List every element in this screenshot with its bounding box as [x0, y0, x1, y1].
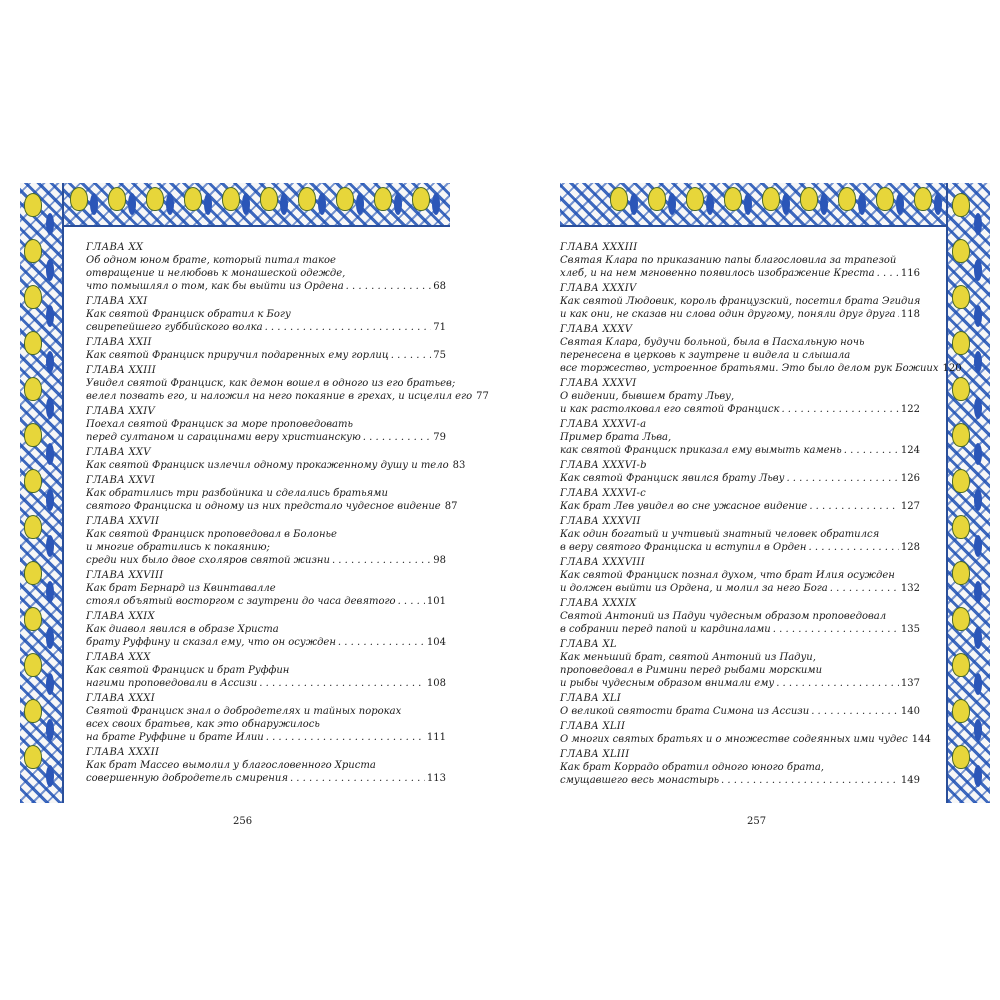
- flower-ornament: [24, 515, 42, 539]
- chapter-title-line: Поехал святой Франциск за море проповедовать: [86, 419, 353, 430]
- flower-ornament: [24, 653, 42, 677]
- leaf-ornament: [90, 193, 98, 215]
- flower-ornament: [952, 699, 970, 723]
- chapter-title-line: в собрании перед папой и кардиналами . . . 135: [560, 623, 920, 636]
- chapter-heading: ГЛАВА XXXVII: [560, 516, 641, 527]
- page-reference: 120: [942, 363, 962, 374]
- chapter-title-line: Об одном юном брате, который питал такое: [86, 255, 336, 266]
- toc-entry: [86, 241, 446, 293]
- page-reference: 111: [426, 732, 446, 743]
- chapter-title-line: Увидел святой Франциск, как демон вошел в одного из его братьев;: [86, 378, 456, 389]
- flower-ornament: [952, 423, 970, 447]
- chapter-title-line: Святая Клара, будучи больной, была в Пасхальную ночь: [560, 337, 865, 348]
- toc-entry: [560, 241, 920, 280]
- flower-ornament: [24, 745, 42, 769]
- leaf-ornament: [46, 351, 54, 373]
- flower-ornament: [24, 423, 42, 447]
- chapter-title-line: на брате Руффине и брате Илии . . . 111: [86, 731, 446, 744]
- chapter-title-line: отвращение и нелюбовь к монашеской одежде,: [86, 268, 346, 279]
- chapter-title-line: перед султаном и сарацинами веру христианскую . . . 79: [86, 431, 446, 444]
- toc-entry: [560, 638, 920, 690]
- toc-entry: [560, 748, 920, 787]
- dot-leader: [898, 308, 899, 321]
- leaf-ornament: [744, 193, 752, 215]
- toc-entry: [560, 459, 920, 485]
- chapter-heading: ГЛАВА XXIX: [86, 611, 155, 622]
- dot-leader: [781, 403, 898, 416]
- page-reference: 126: [900, 473, 920, 484]
- flower-ornament: [374, 187, 392, 211]
- dot-leader: [830, 582, 899, 595]
- chapter-heading: ГЛАВА XXII: [86, 337, 152, 348]
- leaf-ornament: [318, 193, 326, 215]
- chapter-heading: ГЛАВА XXXVI-c: [560, 488, 647, 499]
- flower-ornament: [952, 515, 970, 539]
- page-reference: 77: [476, 391, 489, 402]
- leaf-ornament: [974, 627, 982, 649]
- dot-leader: [290, 772, 425, 785]
- leaf-ornament: [46, 627, 54, 649]
- chapter-title-line: хлеб, и на нем мгновенно появилось изображение Креста . . . 116: [560, 267, 920, 280]
- leaf-ornament: [432, 193, 440, 215]
- chapter-heading: ГЛАВА XXXVI-a: [560, 419, 647, 430]
- leaf-ornament: [782, 193, 790, 215]
- leaf-ornament: [820, 193, 828, 215]
- chapter-title-line: велел позвать его, и наложил на него покаяние в грехах, и исцелил его 77: [86, 391, 489, 402]
- chapter-heading: ГЛАВА XLIII: [560, 749, 630, 760]
- flower-ornament: [952, 239, 970, 263]
- flower-ornament: [762, 187, 780, 211]
- toc-entry: [560, 720, 931, 746]
- chapter-heading: ГЛАВА XXXII: [86, 747, 160, 758]
- chapter-heading: ГЛАВА XXIII: [86, 365, 157, 376]
- leaf-ornament: [974, 673, 982, 695]
- flower-ornament: [24, 285, 42, 309]
- toc-entry: [560, 597, 920, 636]
- leaf-ornament: [706, 193, 714, 215]
- leaf-ornament: [46, 305, 54, 327]
- chapter-title-line: Как святой Франциск проповедовал в Болонье: [86, 529, 337, 540]
- chapter-heading: ГЛАВА XXXVI-b: [560, 460, 647, 471]
- chapter-title-line: нагими проповедовали в Ассизи . . . 108: [86, 677, 446, 690]
- toc-entry: [86, 405, 446, 444]
- chapter-title-line: Как меньший брат, святой Антоний из Падуи,: [560, 652, 816, 663]
- chapter-heading: ГЛАВА XL: [560, 639, 617, 650]
- toc-entry: [560, 556, 920, 595]
- flower-ornament: [108, 187, 126, 211]
- page-reference: 104: [426, 637, 446, 648]
- page-reference: 68: [433, 281, 446, 292]
- chapter-title-line: и как растолковал его святой Франциск . . . 122: [560, 403, 920, 416]
- leaf-ornament: [974, 351, 982, 373]
- toc-entry: [560, 487, 920, 513]
- chapter-title-line: Как святой Франциск обратил к Богу: [86, 309, 291, 320]
- right-page: [560, 183, 990, 827]
- flower-ornament: [24, 377, 42, 401]
- toc-entry: [86, 336, 446, 362]
- chapter-title-line: Святая Клара по приказанию папы благословила за трапезой: [560, 255, 897, 266]
- chapter-title-line: все торжество, устроенное братьями. Это было делом рук Божиих 120: [560, 363, 962, 374]
- flower-ornament: [952, 561, 970, 585]
- toc-entry: [86, 692, 446, 744]
- chapter-title-line: Как святой Франциск познал духом, что брат Илия осужден: [560, 570, 895, 581]
- page-reference: 108: [426, 678, 446, 689]
- chapter-title-line: и рыбы чудесным образом внимали ему . . . 137: [560, 677, 920, 690]
- flower-ornament: [24, 239, 42, 263]
- chapter-heading: ГЛАВА XXXI: [86, 693, 155, 704]
- chapter-heading: ГЛАВА XX: [86, 242, 144, 253]
- decorative-border-side: [20, 183, 64, 803]
- leaf-ornament: [46, 535, 54, 557]
- flower-ornament: [952, 653, 970, 677]
- leaf-ornament: [974, 213, 982, 235]
- leaf-ornament: [46, 259, 54, 281]
- dot-leader: [786, 472, 898, 485]
- chapter-heading: ГЛАВА XXXV: [560, 324, 633, 335]
- chapter-heading: ГЛАВА XXXVIII: [560, 557, 645, 568]
- toc-entry: [86, 651, 446, 690]
- flower-ornament: [952, 745, 970, 769]
- leaf-ornament: [46, 765, 54, 787]
- dot-leader: [338, 636, 425, 649]
- leaf-ornament: [974, 765, 982, 787]
- flower-ornament: [952, 377, 970, 401]
- toc-entry: [86, 364, 489, 403]
- leaf-ornament: [204, 193, 212, 215]
- leaf-ornament: [128, 193, 136, 215]
- flower-ornament: [876, 187, 894, 211]
- leaf-ornament: [974, 719, 982, 741]
- chapter-title-line: в веру святого Франциска и вступил в Орден . . . 128: [560, 541, 920, 554]
- chapter-heading: ГЛАВА XXXIV: [560, 283, 637, 294]
- chapter-heading: ГЛАВА XXVIII: [86, 570, 164, 581]
- dot-leader: [398, 595, 425, 608]
- flower-ornament: [412, 187, 430, 211]
- chapter-title-line: и многие обратились к покаянию;: [86, 542, 270, 553]
- toc-entry: [86, 295, 446, 334]
- leaf-ornament: [46, 213, 54, 235]
- chapter-title-line: среди них было двое схоляров святой жизни . . . 98: [86, 554, 446, 567]
- chapter-title-line: Как святой Франциск излечил одному прокаженному душу и тело 83: [86, 460, 466, 471]
- flower-ornament: [222, 187, 240, 211]
- chapter-title-line: Как брат Массео вымолил у благословенного Христа: [86, 760, 376, 771]
- chapter-heading: ГЛАВА XLII: [560, 721, 626, 732]
- dot-leader: [877, 267, 899, 280]
- leaf-ornament: [668, 193, 676, 215]
- flower-ornament: [648, 187, 666, 211]
- flower-ornament: [70, 187, 88, 211]
- chapter-title-line: святого Франциска и одному из них предстало чудесное видение 87: [86, 501, 458, 512]
- table-of-contents: [560, 241, 962, 789]
- page-reference: 149: [900, 775, 920, 786]
- chapter-heading: ГЛАВА XXVI: [86, 475, 156, 486]
- leaf-ornament: [356, 193, 364, 215]
- chapter-title-line: О великой святости брата Симона из Ассизи . . . 140: [560, 705, 920, 718]
- flower-ornament: [686, 187, 704, 211]
- chapter-title-line: перенесена в церковь к заутрене и видела и слышала: [560, 350, 851, 361]
- flower-ornament: [260, 187, 278, 211]
- page-reference: 132: [900, 583, 920, 594]
- chapter-title-line: Пример брата Льва,: [560, 432, 672, 443]
- dot-leader: [811, 705, 899, 718]
- leaf-ornament: [46, 443, 54, 465]
- dot-leader: [259, 677, 425, 690]
- leaf-ornament: [166, 193, 174, 215]
- chapter-heading: ГЛАВА XXI: [86, 296, 148, 307]
- chapter-title-line: Как брат Бернард из Квинтаваллe: [86, 583, 276, 594]
- toc-entry: [560, 692, 920, 718]
- chapter-heading: ГЛАВА XLI: [560, 693, 622, 704]
- toc-entry: [86, 515, 446, 567]
- chapter-title-line: и как они, не сказав ни слова один другому, поняли друг друга . . . 118: [560, 308, 920, 321]
- page-reference: 113: [426, 773, 446, 784]
- decorative-border-side: [946, 183, 990, 803]
- chapter-title-line: брату Руффину и сказал ему, что он осужден . . . 104: [86, 636, 446, 649]
- chapter-heading: ГЛАВА XXXIII: [560, 242, 638, 253]
- flower-ornament: [952, 285, 970, 309]
- decorative-border-top: [20, 183, 450, 227]
- leaf-ornament: [394, 193, 402, 215]
- flower-ornament: [24, 331, 42, 355]
- leaf-ornament: [974, 397, 982, 419]
- chapter-title-line: О многих святых братьях и о множестве содеянных ими чудес 144: [560, 734, 931, 745]
- flower-ornament: [952, 469, 970, 493]
- leaf-ornament: [46, 673, 54, 695]
- left-page: [20, 183, 489, 827]
- leaf-ornament: [46, 489, 54, 511]
- leaf-ornament: [974, 581, 982, 603]
- flower-ornament: [24, 699, 42, 723]
- leaf-ornament: [858, 193, 866, 215]
- toc-entry: [560, 377, 920, 416]
- flower-ornament: [24, 193, 42, 217]
- chapter-title-line: Как обратились три разбойника и сделались братьями: [86, 488, 388, 499]
- page-reference: 137: [900, 678, 920, 689]
- toc-entry: [560, 515, 920, 554]
- dot-leader: [346, 280, 432, 293]
- page-reference: 79: [433, 432, 446, 443]
- page-reference: 71: [433, 322, 446, 333]
- dot-leader: [266, 731, 425, 744]
- dot-leader: [265, 321, 432, 334]
- page-number: 257: [747, 816, 767, 827]
- chapter-title-line: свирепейшего губбийского волка . . . 71: [86, 321, 446, 334]
- leaf-ornament: [46, 397, 54, 419]
- flower-ornament: [184, 187, 202, 211]
- chapter-title-line: Как один богатый и учтивый знатный человек обратился: [560, 529, 880, 540]
- dot-leader: [844, 444, 899, 457]
- chapter-heading: ГЛАВА XXVII: [86, 516, 160, 527]
- chapter-heading: ГЛАВА XXX: [86, 652, 151, 663]
- toc-entry: [86, 474, 458, 513]
- page-reference: 118: [900, 309, 920, 320]
- toc-entry: [560, 323, 962, 375]
- page-reference: 116: [900, 268, 920, 279]
- toc-entry: [560, 418, 920, 457]
- leaf-ornament: [974, 443, 982, 465]
- chapter-title-line: Святой Франциск знал о добродетелях и тайных пороках: [86, 706, 402, 717]
- chapter-title-line: как святой Франциск приказал ему вымыть камень . . . 124: [560, 444, 920, 457]
- toc-entry: [86, 446, 466, 472]
- chapter-heading: ГЛАВА XXIV: [86, 406, 156, 417]
- flower-ornament: [146, 187, 164, 211]
- page-reference: 98: [433, 555, 446, 566]
- chapter-title-line: Как святой Франциск явился брату Льву . . . 126: [560, 472, 920, 485]
- page-reference: 124: [900, 445, 920, 456]
- toc-entry: [86, 746, 446, 785]
- page-reference: 135: [900, 624, 920, 635]
- dot-leader: [363, 431, 432, 444]
- page-reference: 101: [426, 596, 446, 607]
- chapter-title-line: Как святой Людовик, король французский, посетил брата Эгидия: [560, 296, 921, 307]
- chapter-heading: ГЛАВА XXXVI: [560, 378, 637, 389]
- flower-ornament: [336, 187, 354, 211]
- flower-ornament: [24, 561, 42, 585]
- leaf-ornament: [934, 193, 942, 215]
- toc-entry: [86, 569, 446, 608]
- page-reference: 75: [433, 350, 446, 361]
- leaf-ornament: [974, 535, 982, 557]
- chapter-title-line: Как диавол явился в образе Христа: [86, 624, 279, 635]
- flower-ornament: [838, 187, 856, 211]
- page-number: 256: [233, 816, 253, 827]
- chapter-title-line: и должен выйти из Ордена, и молил за него Бога . . . 132: [560, 582, 920, 595]
- chapter-title-line: Как брат Коррадо обратил одного юного брата,: [560, 762, 824, 773]
- leaf-ornament: [280, 193, 288, 215]
- page-reference: 122: [900, 404, 920, 415]
- toc-entry: [86, 610, 446, 649]
- toc-entry: [560, 282, 920, 321]
- chapter-title-line: Как святой Франциск и брат Руффин: [86, 665, 290, 676]
- chapter-title-line: стоял объятый восторгом с заутрени до часа девятого . . . 101: [86, 595, 446, 608]
- chapter-title-line: что помышлял о том, как бы выйти из Ордена . . . 68: [86, 280, 446, 293]
- dot-leader: [776, 677, 899, 690]
- chapter-title-line: Как брат Лев увидел во сне ужасное видение . . . 127: [560, 500, 920, 513]
- leaf-ornament: [974, 305, 982, 327]
- flower-ornament: [952, 193, 970, 217]
- dot-leader: [809, 541, 899, 554]
- dot-leader: [721, 774, 899, 787]
- table-of-contents: [86, 241, 489, 787]
- chapter-title-line: О видении, бывшем брату Льву,: [560, 391, 735, 402]
- chapter-title-line: всех своих братьев, как это обнаружилось: [86, 719, 320, 730]
- leaf-ornament: [46, 581, 54, 603]
- dot-leader: [332, 554, 431, 567]
- chapter-heading: ГЛАВА XXXIX: [560, 598, 637, 609]
- page-reference: 140: [900, 706, 920, 717]
- chapter-title-line: Святой Антоний из Падуи чудесным образом проповедовал: [560, 611, 887, 622]
- page-reference: 83: [452, 460, 466, 471]
- chapter-title-line: Как святой Франциск приручил подаренных ему горлиц . . . 75: [86, 349, 446, 362]
- decorative-border-top: [560, 183, 990, 227]
- page-reference: 87: [444, 501, 458, 512]
- flower-ornament: [952, 607, 970, 631]
- page-reference: 127: [900, 501, 920, 512]
- leaf-ornament: [46, 719, 54, 741]
- flower-ornament: [24, 469, 42, 493]
- dot-leader: [809, 500, 899, 513]
- chapter-title-line: проповедовал в Римини перед рыбами морскими: [560, 665, 823, 676]
- flower-ornament: [610, 187, 628, 211]
- flower-ornament: [724, 187, 742, 211]
- dot-leader: [391, 349, 431, 362]
- flower-ornament: [800, 187, 818, 211]
- flower-ornament: [952, 331, 970, 355]
- leaf-ornament: [974, 489, 982, 511]
- flower-ornament: [298, 187, 316, 211]
- leaf-ornament: [974, 259, 982, 281]
- chapter-heading: ГЛАВА XXV: [86, 447, 151, 458]
- leaf-ornament: [242, 193, 250, 215]
- chapter-title-line: совершенную добродетель смирения . . . 113: [86, 772, 446, 785]
- chapter-title-line: смущавшего весь монастырь . . . 149: [560, 774, 920, 787]
- flower-ornament: [914, 187, 932, 211]
- dot-leader: [773, 623, 899, 636]
- leaf-ornament: [630, 193, 638, 215]
- page-reference: 128: [900, 542, 920, 553]
- flower-ornament: [24, 607, 42, 631]
- leaf-ornament: [896, 193, 904, 215]
- page-reference: 144: [911, 734, 931, 745]
